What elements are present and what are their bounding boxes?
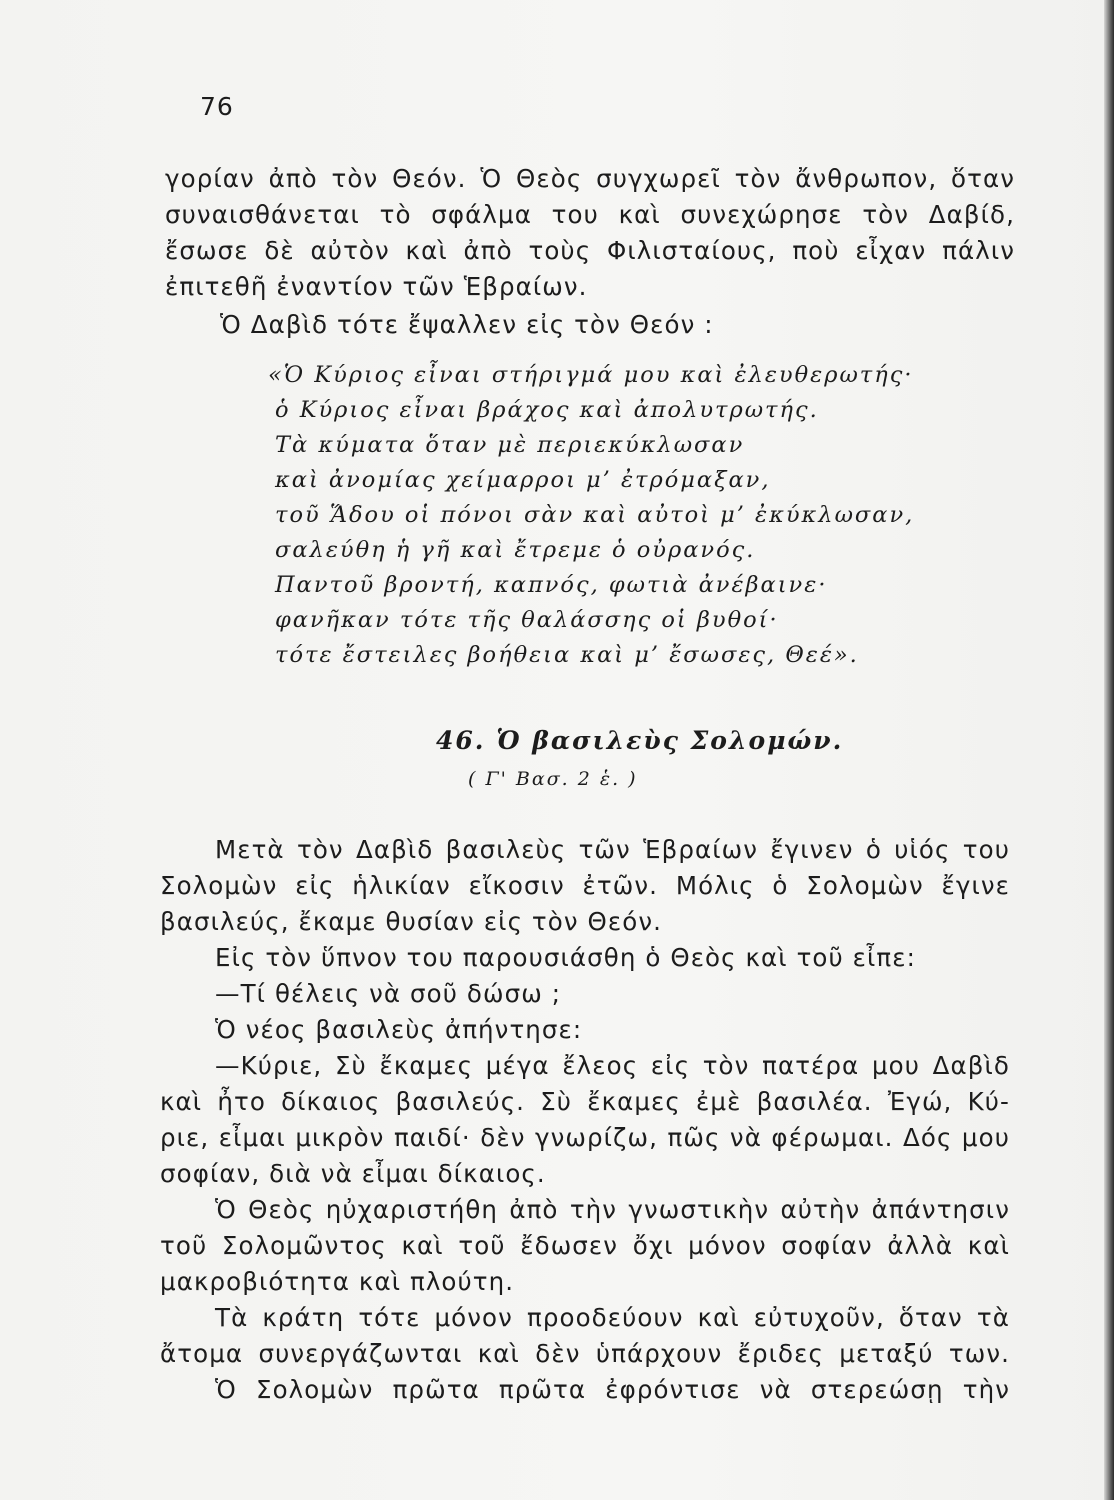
text-line: μακροβιότητα καὶ πλούτη. xyxy=(160,1267,515,1296)
text-line: Ὁ Θεὸς ηὐχαριστήθη ἀπὸ τὴν γνωστικὴν αὐτὴν ἀπάντησιν xyxy=(215,1195,1010,1224)
text-line: ἔσωσε δὲ αὐτὸν καὶ ἀπὸ τοὺς Φιλισταίους, ποὺ εἶχαν πάλιν xyxy=(165,236,1015,265)
text-line: βασιλεύς, ἔκαμε θυσίαν εἰς τὸν Θεόν. xyxy=(160,907,663,936)
psalm-intro: Ὁ Δαβὶδ τότε ἔψαλλεν εἰς τὸν Θεόν : xyxy=(220,310,714,339)
psalm-line: ὁ Κύριος εἶναι βράχος καὶ ἀπολυτρωτής. xyxy=(275,397,819,423)
text-line: Τὰ κράτη τότε μόνον προοδεύουν καὶ εὐτυχοῦν, ὅταν τὰ xyxy=(215,1303,1010,1332)
text-line: Μετὰ τὸν Δαβὶδ βασιλεὺς τῶν Ἑβραίων ἔγινεν ὁ υἱός του xyxy=(215,835,1010,864)
text-line: καὶ ἦτο δίκαιος βασιλεύς. Σὺ ἔκαμες ἐμὲ βασιλέα. Ἐγώ, Κύ- xyxy=(160,1087,1010,1116)
psalm-line: Παντοῦ βροντή, καπνός, φωτιὰ ἀνέβαινε· xyxy=(275,572,828,598)
text-line: ἐπιτεθῆ ἐναντίον τῶν Ἑβραίων. xyxy=(165,272,588,301)
psalm-line: τοῦ Ἅδου οἱ πόνοι σὰν καὶ αὐτοὶ μ’ ἐκύκλωσαν, xyxy=(275,502,915,528)
text-line: γορίαν ἀπὸ τὸν Θεόν. Ὁ Θεὸς συγχωρεῖ τὸν ἄνθρωπον, ὅταν xyxy=(165,164,1015,193)
page-number: 76 xyxy=(200,92,234,121)
section-title: 46. Ὁ βασιλεὺς Σολομών. xyxy=(436,726,844,755)
psalm-line: σαλεύθη ἡ γῆ καὶ ἔτρεμε ὁ οὐρανός. xyxy=(275,537,756,563)
psalm-line: καὶ ἀνομίας χείμαρροι μ’ ἐτρόμαξαν, xyxy=(275,467,771,493)
text-line: σοφίαν, διὰ νὰ εἶμαι δίκαιος. xyxy=(160,1159,546,1188)
text-line: συναισθάνεται τὸ σφάλμα του καὶ συνεχώρησε τὸν Δαβίδ, xyxy=(165,200,1015,229)
psalm-line: «Ὁ Κύριος εἶναι στήριγμά μου καὶ ἐλευθερωτής· xyxy=(268,362,914,388)
psalm-line: Τὰ κύματα ὅταν μὲ περιεκύκλωσαν xyxy=(275,432,745,458)
text-line: ἄτομα συνεργάζωνται καὶ δὲν ὑπάρχουν ἔριδες μεταξύ των. xyxy=(160,1339,1010,1368)
text-line: —Κύριε, Σὺ ἔκαμες μέγα ἔλεος εἰς τὸν πατέρα μου Δαβὶδ xyxy=(215,1051,1010,1080)
text-line: —Τί θέλεις νὰ σοῦ δώσω ; xyxy=(215,979,562,1008)
text-line: Ὁ Σολομὼν πρῶτα πρῶτα ἐφρόντισε νὰ στερεώσῃ τὴν xyxy=(215,1375,1010,1404)
section-reference: ( Γ' Βασ. 2 ἑ. ) xyxy=(468,768,638,790)
psalm-line: τότε ἔστειλες βοήθεια καὶ μ’ ἔσωσες, Θεέ». xyxy=(275,642,859,668)
psalm-line: φανῆκαν τότε τῆς θαλάσσης οἱ βυθοί· xyxy=(275,607,779,633)
text-line: τοῦ Σολομῶντος καὶ τοῦ ἔδωσεν ὄχι μόνον σοφίαν ἀλλὰ καὶ xyxy=(160,1231,1010,1260)
page-edge-shadow xyxy=(1104,0,1114,1500)
text-line: ριε, εἶμαι μικρὸν παιδί· δὲν γνωρίζω, πῶς νὰ φέρωμαι. Δός μου xyxy=(160,1123,1010,1152)
text-line: Ὁ νέος βασιλεὺς ἀπήντησε: xyxy=(215,1015,583,1044)
text-line: Εἰς τὸν ὕπνον του παρουσιάσθη ὁ Θεὸς καὶ τοῦ εἶπε: xyxy=(215,943,916,972)
text-line: Σολομὼν εἰς ἡλικίαν εἴκοσιν ἐτῶν. Μόλις ὁ Σολομὼν ἔγινε xyxy=(160,871,1010,900)
